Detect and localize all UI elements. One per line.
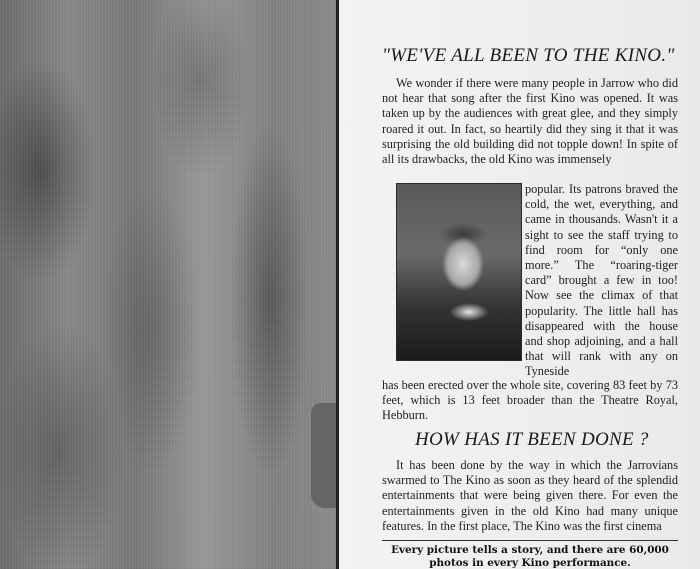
paragraph-wrap-text: popular. Its patrons braved the cold, the wet, everything, and came in thousands. Wasn't it a sight to see the staff trying to find room for “only one more.” The “roaring-tiger card” brought a few in too! Now see the climax of that popularity. The little hall has disappeared with the house and shop adjoining, and a hall that will rank with any on Tyneside	[525, 182, 678, 379]
paragraph-how-done: It has been done by the way in which the Jarrovians swarmed to The Kino as soon as they heard of the splendid entertainments that were being given there. For even the entertainments given in the old Kino had many unique features. In the first place, The Kino was the first cinema	[382, 458, 678, 533]
footer-line-2: photos in every Kino performance.	[429, 556, 631, 569]
section-heading: HOW HAS IT BEEN DONE ?	[415, 429, 649, 450]
article-title: "WE'VE ALL BEEN TO THE KINO."	[382, 45, 675, 66]
footer-divider	[382, 540, 678, 541]
paragraph-site-dimensions: has been erected over the whole site, covering 83 feet by 73 feet, which is 13 feet broader than the Theatre Royal, Hebburn.	[382, 378, 678, 423]
paper-texture	[0, 0, 340, 569]
paragraph-intro: We wonder if there were many people in Jarrow who did not hear that song after the first Kino was opened. It was taken up by the audiences with great glee, and they simply roared it out. In fact, so heartily did they sing it that it was surprising the old building did not topple down! In spite of all its drawbacks, the old Kino was immensely	[382, 76, 678, 167]
footer-line-1: Every picture tells a story, and there are 60,000	[391, 544, 669, 556]
left-page-blank	[0, 0, 340, 569]
footer-slogan	[382, 544, 678, 569]
portrait-photo	[396, 183, 522, 361]
